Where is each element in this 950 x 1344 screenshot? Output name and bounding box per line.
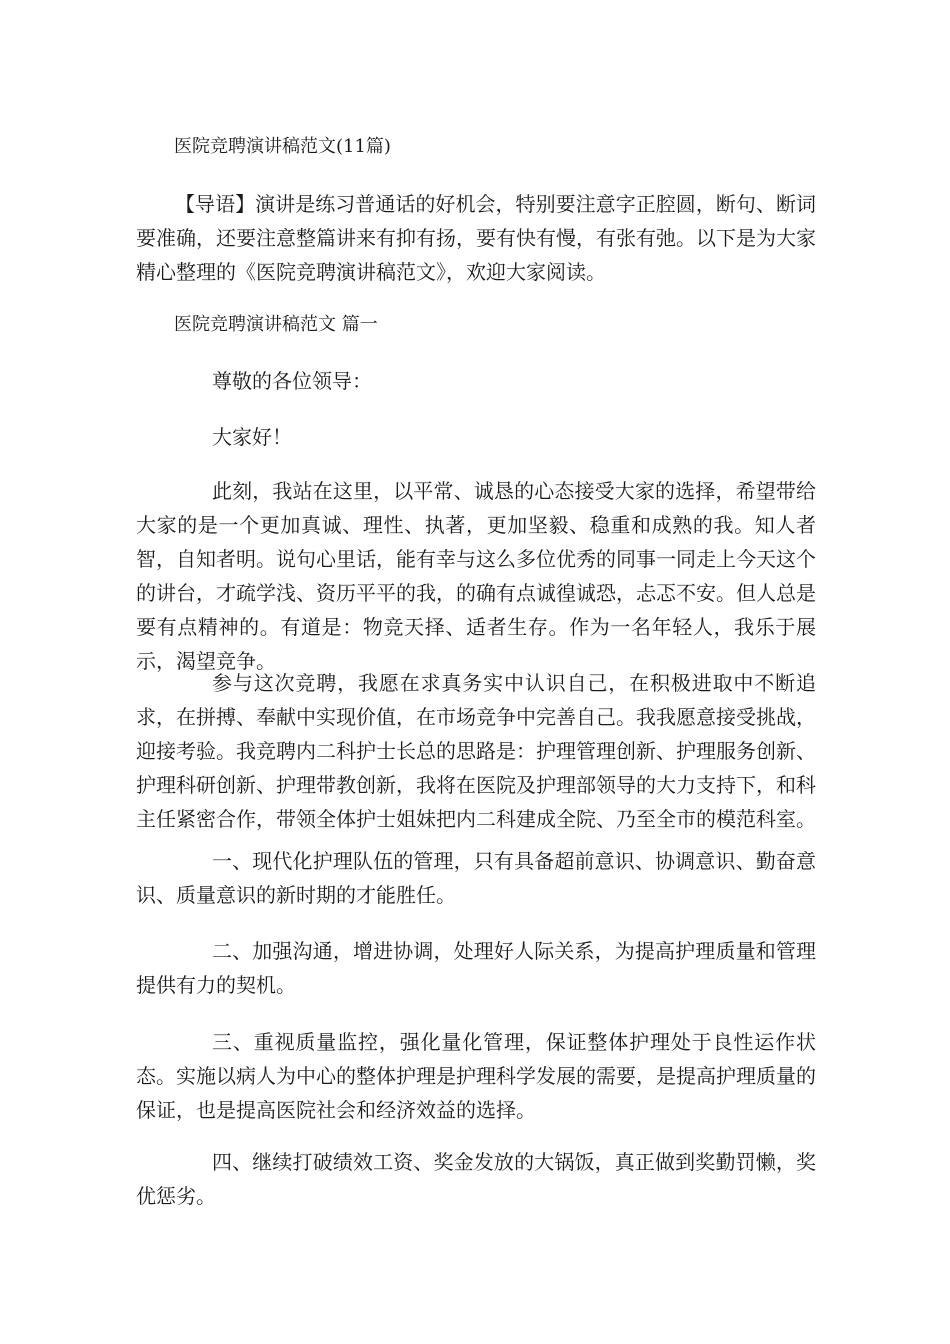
body-paragraph-6: 四、继续打破绩效工资、奖金发放的大锅饭，真正做到奖勤罚懒，奖优惩劣。: [136, 1150, 816, 1208]
body-paragraph-2: 参与这次竞聘，我愿在求真务实中认识自己，在积极进取中不断追求，在拼搏、奉献中实现价值，在市场竞争中完善自己。我我愿意接受挑战，迎接考验。我竞聘内二科护士长总的思路是：护理管理创新、护理服务创新、护理科研创新、护理带教创新，我将在医院及护理部领导的大力支持下，和科主任紧密合作，带领全体护士姐妹把内二科建成全院、乃至全市的模范科室。: [136, 671, 816, 831]
document-title: 医院竞聘演讲稿范文(11篇): [174, 136, 391, 157]
greeting: 大家好！: [212, 425, 292, 449]
body-paragraph-1: 此刻，我站在这里，以平常、诚恳的心态接受大家的选择，希望带给大家的是一个更加真诚、理性、执著，更加坚毅、稳重和成熟的我。知人者智，自知者明。说句心里话，能有幸与这么多位优秀的同事一同走上今天这个的讲台，才疏学浅、资历平平的我，的确有点诚徨诚恐，忐忑不安。但人总是要有点精神的。有道是：物竞天择、适者生存。作为一名年轻人，我乐于展示，渴望竞争。: [136, 479, 816, 673]
body-paragraph-3: 一、现代化护理队伍的管理，只有具备超前意识、协调意识、勤奋意识、质量意识的新时期的才能胜任。: [136, 849, 816, 907]
body-paragraph-4: 二、加强沟通，增进协调，处理好人际关系，为提高护理质量和管理提供有力的契机。: [136, 939, 816, 997]
salutation: 尊敬的各位领导：: [212, 369, 372, 393]
body-paragraph-5: 三、重视质量监控，强化量化管理，保证整体护理处于良性运作状态。实施以病人为中心的整体护理是护理科学发展的需要，是提高护理质量的保证，也是提高医院社会和经济效益的选择。: [136, 1030, 816, 1122]
section-title: 医院竞聘演讲稿范文 篇一: [174, 314, 378, 335]
intro-paragraph: 【导语】演讲是练习普通话的好机会，特别要注意字正腔圆，断句、断词要准确，还要注意整篇讲来有抑有扬，要有快有慢，有张有弛。以下是为大家精心整理的《医院竞聘演讲稿范文》，欢迎大家阅读。: [136, 192, 816, 284]
